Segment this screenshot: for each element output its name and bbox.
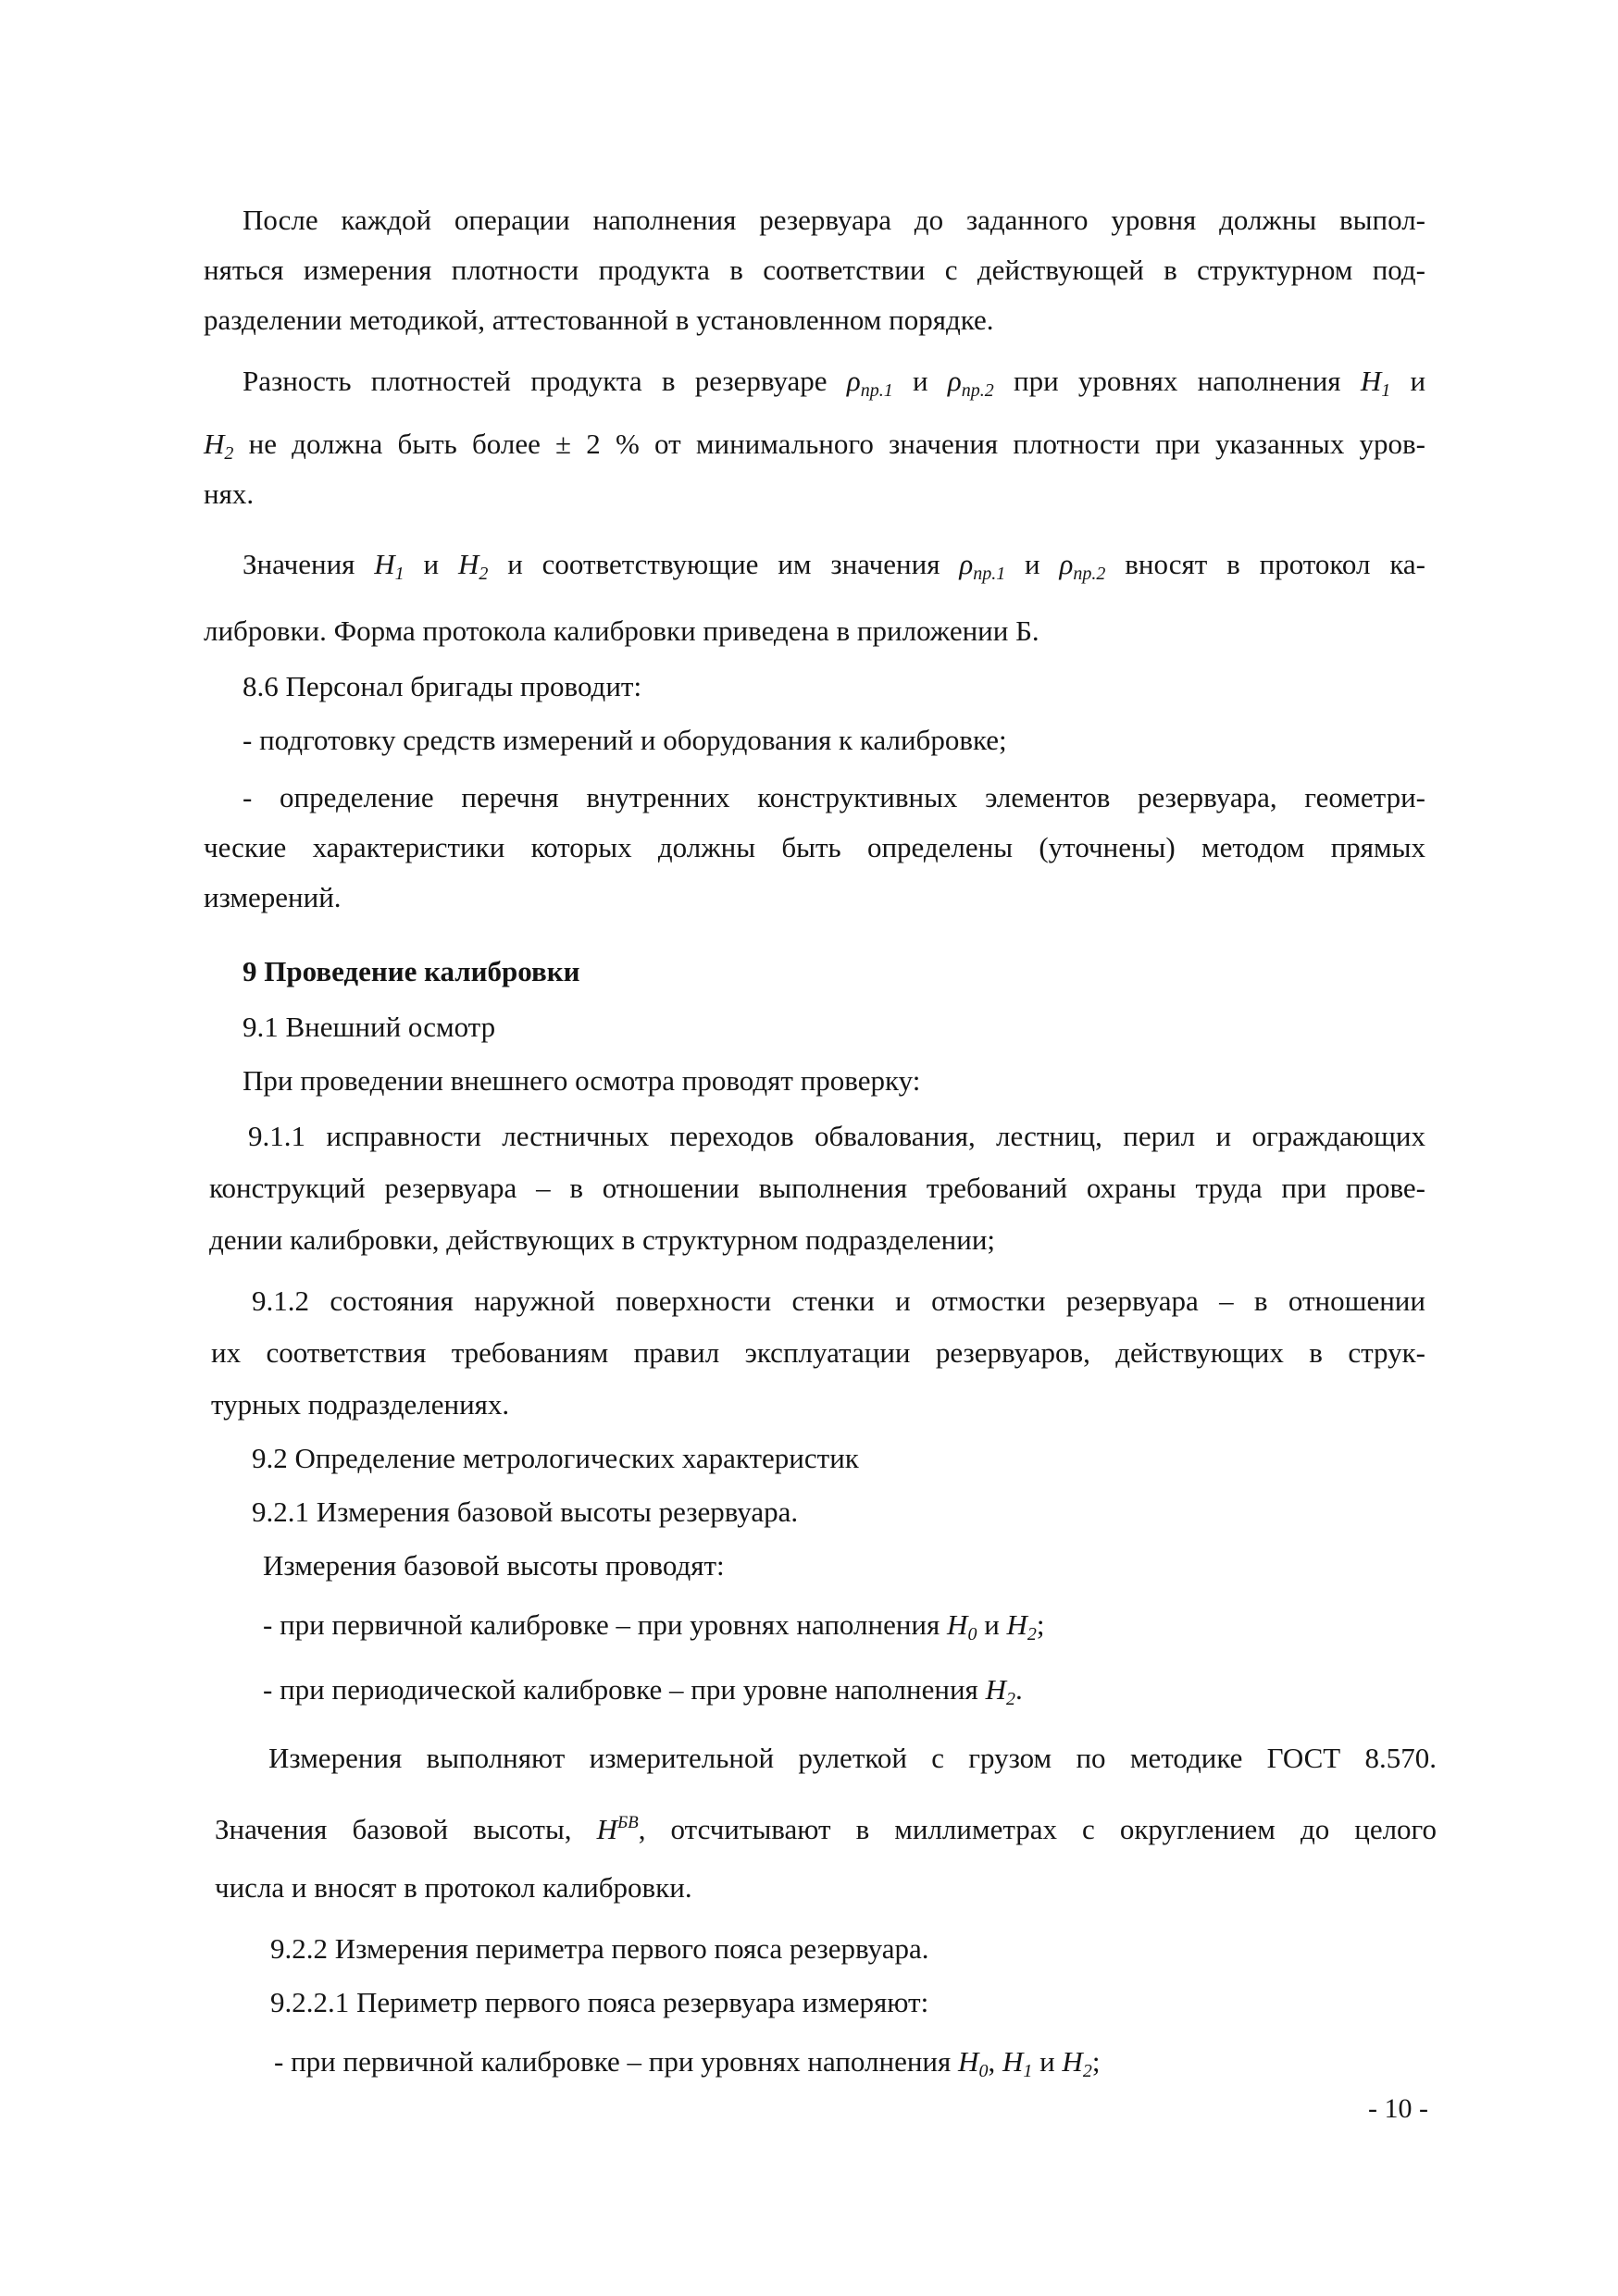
h-symbol: H — [985, 1673, 1006, 1706]
subsection-heading: 9.2 Определение метрологических характеристик — [252, 1442, 859, 1474]
paragraph-line: нях. — [204, 478, 255, 510]
paragraph-line: либровки. Форма протокола калибровки приведена в приложении Б. — [204, 614, 1039, 647]
paragraph-line: 9.2.1 Измерения базовой высоты резервуара. — [252, 1496, 799, 1528]
paragraph-line: няться измерения плотности продукта в соответствии с действующей в структурном под- — [204, 254, 1425, 286]
h-symbol: H — [947, 1608, 968, 1641]
superscript: БВ — [616, 1813, 639, 1832]
subscript: пр.1 — [860, 380, 893, 401]
subscript: 2 — [1082, 2061, 1092, 2081]
text-span: и — [984, 1608, 1000, 1641]
subscript: 2 — [224, 443, 234, 464]
subscript: 0 — [967, 1624, 977, 1644]
h-symbol: H — [204, 428, 225, 460]
text-span: , отсчитывают в миллиметрах с округлением до целого — [638, 1813, 1437, 1845]
rho-symbol: ρ — [1059, 548, 1074, 580]
rho-symbol: ρ — [959, 548, 974, 580]
list-item: - подготовку средств измерений и оборудования к калибровке; — [243, 724, 1007, 756]
text-span: и — [1039, 2045, 1055, 2078]
text-span: Значения — [243, 548, 355, 580]
subscript: 0 — [978, 2061, 989, 2081]
h-symbol: H — [1062, 2045, 1083, 2078]
text-span: Значения базовой высоты, — [215, 1813, 572, 1845]
text-span: и — [1025, 548, 1040, 580]
paragraph-line: После каждой операции наполнения резервуара до заданного уровня должны выпол- — [243, 204, 1425, 236]
paragraph-line: 9.1.2 состояния наружной поверхности стенки и отмостки резервуара – в отношении — [252, 1285, 1425, 1317]
subsection-heading: 9.1 Внешний осмотр — [243, 1011, 496, 1043]
text-span: не должна быть более ± 2 % от минимального значения плотности при указанных уров- — [248, 428, 1425, 460]
subscript: пр.2 — [1073, 564, 1106, 584]
text-span: и — [912, 365, 928, 397]
h-symbol: H — [1360, 365, 1382, 397]
paragraph-line: разделении методикой, аттестованной в установленном порядке. — [204, 304, 994, 336]
paragraph-line: числа и вносят в протокол калибровки. — [215, 1871, 692, 1904]
subscript: пр.1 — [973, 564, 1006, 584]
section-heading: 9 Проведение калибровки — [243, 955, 580, 987]
paragraph-line: При проведении внешнего осмотра проводят проверку: — [243, 1064, 921, 1097]
text-span: и — [1410, 365, 1426, 397]
h-symbol: H — [596, 1813, 617, 1845]
text-span: и соответствующие им значения — [507, 548, 940, 580]
subscript: 1 — [1381, 380, 1391, 401]
subscript: 1 — [1023, 2061, 1033, 2081]
list-item — [274, 2043, 1100, 2090]
text-span: Разность плотностей продукта в резервуаре — [243, 365, 828, 397]
h-symbol: H — [1006, 1608, 1027, 1641]
paragraph-line: Измерения выполняют измерительной рулеткой с грузом по методике ГОСТ 8.570. — [268, 1742, 1437, 1774]
h-symbol: H — [457, 548, 479, 580]
paragraph-line: 9.2.2.1 Периметр первого пояса резервуара измеряют: — [270, 1986, 929, 2018]
paragraph-line: их соответствия требованиям правил эксплуатации резервуаров, действующих в струк- — [211, 1336, 1425, 1369]
paragraph-line-values — [243, 546, 1425, 592]
list-item — [263, 1671, 1023, 1718]
paragraph-line: измерений. — [204, 881, 342, 913]
subscript: 1 — [394, 564, 404, 584]
paragraph-line-density-difference — [243, 363, 1425, 409]
subscript: 2 — [1005, 1689, 1015, 1709]
text-span: . — [1014, 1673, 1023, 1706]
paragraph-line — [204, 426, 1425, 472]
text-span: - при периодической калибровке – при уровне наполнения — [263, 1673, 978, 1706]
text-span: и — [423, 548, 440, 580]
subscript: пр.2 — [961, 380, 994, 401]
text-span: вносят в протокол ка- — [1125, 548, 1425, 580]
text-span: , — [988, 2045, 996, 2078]
list-item — [263, 1607, 1045, 1653]
subscript: 2 — [479, 564, 489, 584]
text-span: ; — [1091, 2045, 1101, 2078]
text-span: при уровнях наполнения — [1014, 365, 1341, 397]
list-item: - определение перечня внутренних конструктивных элементов резервуара, геометри- — [243, 781, 1425, 813]
h-symbol: H — [958, 2045, 979, 2078]
paragraph-line: конструкций резервуара – в отношении выполнения требований охраны труда при прове- — [209, 1172, 1425, 1204]
text-span: ; — [1036, 1608, 1045, 1641]
text-span: - при первичной калибровке – при уровнях наполнения — [274, 2045, 952, 2078]
rho-symbol: ρ — [947, 365, 962, 397]
paragraph-line: ческие характеристики которых должны быть определены (уточнены) методом прямых — [204, 831, 1425, 863]
paragraph-line: Измерения базовой высоты проводят: — [263, 1549, 725, 1582]
paragraph-line: 8.6 Персонал бригады проводит: — [243, 670, 642, 702]
page-number: - 10 - — [1368, 2093, 1428, 2124]
paragraph-line — [215, 1805, 1437, 1848]
subsection-heading: 9.2.2 Измерения периметра первого пояса резервуара. — [270, 1932, 929, 1965]
text-span: - при первичной калибровке – при уровнях наполнения — [263, 1608, 940, 1641]
subscript: 2 — [1027, 1624, 1037, 1644]
h-symbol: H — [374, 548, 395, 580]
paragraph-line: турных подразделениях. — [211, 1388, 510, 1421]
paragraph-line: 9.1.1 исправности лестничных переходов обвалования, лестниц, перил и ограждающих — [248, 1120, 1425, 1152]
rho-symbol: ρ — [846, 365, 861, 397]
paragraph-line: дении калибровки, действующих в структурном подразделении; — [209, 1223, 996, 1256]
h-symbol: H — [1002, 2045, 1024, 2078]
